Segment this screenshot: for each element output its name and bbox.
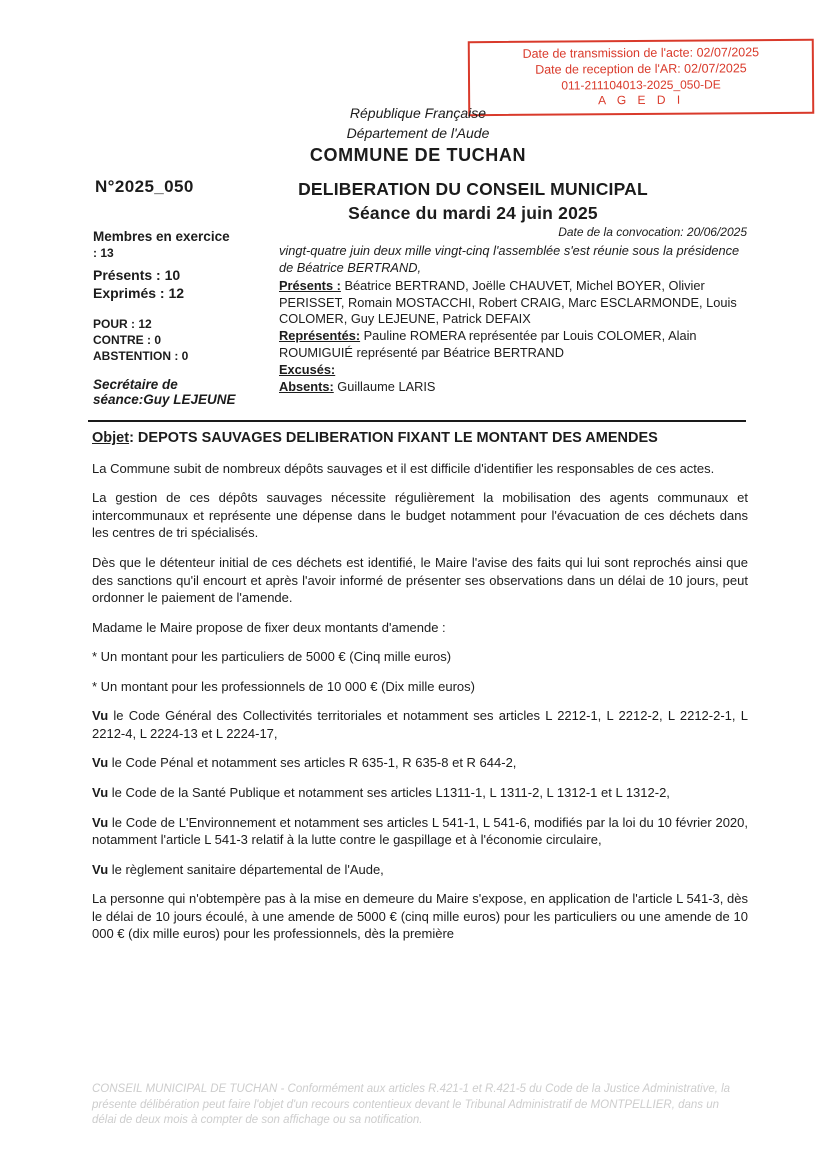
excuses-label: Excusés: xyxy=(279,362,336,378)
objet-text: : DEPOTS SAUVAGES DELIBERATION FIXANT LE MONTANT DES AMENDES xyxy=(129,430,658,446)
pour-count: POUR : 12 xyxy=(93,317,152,331)
document-header xyxy=(90,105,746,166)
representes-list xyxy=(279,328,747,362)
stamp-act-reference: 011-211104013-2025_050-DE xyxy=(561,76,721,93)
objet-heading xyxy=(92,429,748,448)
body-paragraph: Dès que le détenteur initial de ces déchets est identifié, le Maire l'avise des faits qui lui sont reprochés ainsi que des sanctions qu'il encourt et après l'avoir informé de présenter ses observations dans un délai de 10 jours, peut ordonner le paiement de l'amende. xyxy=(92,555,748,606)
presents-count: Présents : 10 xyxy=(93,267,181,283)
stamp-transmission-date: Date de transmission de l'acte: 02/07/2025 xyxy=(522,45,760,61)
body-paragraph-vu: Vu le règlement sanitaire départemental de l'Aude, xyxy=(92,861,384,877)
body-paragraph-amende-particuliers: * Un montant pour les particuliers de 5000 € (Cinq mille euros) xyxy=(92,649,452,665)
secretary-name: séance:Guy LEJEUNE xyxy=(93,392,236,407)
stamp-agedi-label: A G E D I xyxy=(598,92,685,108)
vote-summary-column xyxy=(93,229,273,407)
deliberation-title-block xyxy=(200,179,746,224)
absents-names: Guillaume LARIS xyxy=(333,378,436,394)
deliberation-title: DELIBERATION DU CONSEIL MUNICIPAL xyxy=(298,179,648,199)
presents-label: Présents : xyxy=(279,277,341,293)
presents-names: Béatrice BERTRAND, Joëlle CHAUVET, Michel BOYER, Olivier PERISSET, Romain MOSTACCHI, Robert CRAIG, Marc ESCLARMONDE, Louis COLOMER, Guy LEJEUNE, Patrick DEFAIX xyxy=(279,277,737,327)
stamp-reception-date: Date de reception de l'AR: 02/07/2025 xyxy=(535,61,747,77)
presents-list xyxy=(279,278,747,329)
members-in-exercise-label: Membres en exercice xyxy=(93,229,230,244)
members-in-exercise-count: : 13 xyxy=(93,246,114,260)
exprimes-count: Exprimés : 12 xyxy=(93,285,185,301)
representes-label: Représentés: xyxy=(279,328,361,344)
body-paragraph-vu: Vu le Code Général des Collectivités territoriales et notamment ses articles L 2212-1, L 2212-2, L 2212-2-1, L 2212-4, L 2224-13 et L 2224-17, xyxy=(92,708,748,741)
objet-label: Objet xyxy=(92,430,130,446)
absents-label: Absents: xyxy=(279,378,334,394)
secretary-label: Secrétaire de xyxy=(93,377,178,392)
abstention-count: ABSTENTION : 0 xyxy=(93,349,189,363)
body-paragraph-vu: Vu le Code Pénal et notamment ses articles R 635-1, R 635-8 et R 644-2, xyxy=(92,755,517,771)
excuses-list xyxy=(279,362,747,379)
republic-label: République Française xyxy=(349,105,487,121)
contre-count: CONTRE : 0 xyxy=(93,333,162,347)
body-paragraph: La personne qui n'obtempère pas à la mise en demeure du Maire s'expose, en application de l'article L 541-3, dès le délai de 10 jours écoulé, à une amende de 5000 € (cinq mille euros) pour les particuliers ou une amende de 10 000 € (dix mille euros) pour les professionnels, dès la première xyxy=(92,891,748,942)
body-paragraph: La Commune subit de nombreux dépôts sauvages et il est difficile d'identifier les responsables de ces actes. xyxy=(92,460,715,476)
body-paragraph: Madame le Maire propose de fixer deux montants d'amende : xyxy=(92,619,446,635)
section-divider xyxy=(88,420,746,422)
body-paragraph-amende-professionnels: * Un montant pour les professionnels de 10 000 € (Dix mille euros) xyxy=(92,678,475,694)
department-label: Département de l'Aude xyxy=(346,125,490,141)
convocation-date: Date de la convocation: 20/06/2025 xyxy=(558,225,747,239)
body-paragraph-vu: Vu le Code de la Santé Publique et notamment ses articles L1311-1, L 1311-2, L 1312-1 et L 1312-2, xyxy=(92,784,670,800)
deliberation-number: N°2025_050 xyxy=(95,177,194,196)
absents-list xyxy=(279,379,747,396)
body-paragraph-vu: Vu le Code de L'Environnement et notamment ses articles L 541-1, L 541-6, modifiés par la loi du 10 février 2020, notamment l'article L 541-3 relatif à la lutte contre le gaspillage et à l'économie circulaire, xyxy=(92,814,748,848)
attendance-column xyxy=(279,225,747,396)
seance-date: Séance du mardi 24 juin 2025 xyxy=(348,203,598,223)
commune-title: COMMUNE DE TUCHAN xyxy=(309,145,527,165)
body-paragraph: La gestion de ces dépôts sauvages nécessite régulièrement la mobilisation des agents communaux et intercommunaux et représente une dépense dans le budget notamment pour l'évacuation de ces déchets dans les centres de tri spécialisés. xyxy=(92,490,748,541)
deliberation-body xyxy=(92,429,748,955)
footer-legal: CONSEIL MUNICIPAL DE TUCHAN - Conformément aux articles R.421-1 et R.421-5 du Code de la Justice Administrative, la présente délibération peut faire l'objet d'un recours contentieux devant le Tribunal Administratif de MONTPELLIER, dans un délai de deux mois à compter de son affichage ou sa notification. xyxy=(92,1083,731,1127)
session-intro: vingt-quatre juin deux mille vingt-cinq l'assemblée s'est réunie sous la présidence de Béatrice BERTRAND, xyxy=(279,242,740,275)
representes-names: Pauline ROMERA représentée par Louis COLOMER, Alain ROUMIGUIÉ représenté par Béatrice BERTRAND xyxy=(279,328,697,361)
